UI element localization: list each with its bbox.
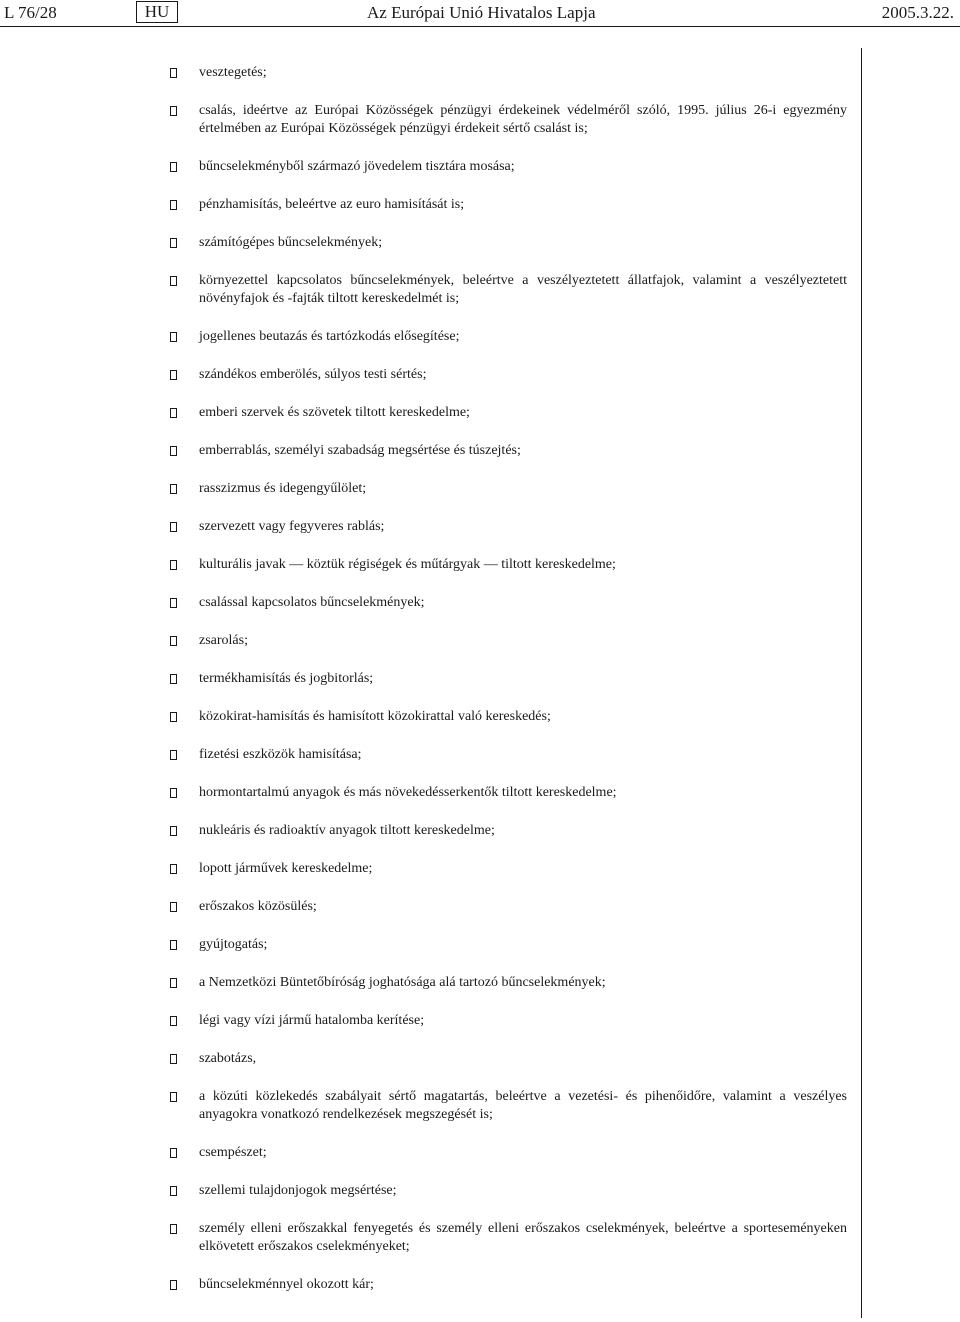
bullet-box-icon — [170, 1186, 177, 1196]
list-item-text: személy elleni erőszakkal fenyegetés és személy elleni erőszakos cselekmények, beleértve a sporteseményeken elkövetett erőszakos cselekményeket; — [199, 1221, 847, 1254]
list-item-text: lopott járművek kereskedelme; — [199, 861, 373, 876]
list-item — [0, 328, 847, 346]
list-item — [0, 102, 847, 138]
bullet-box-icon — [170, 370, 177, 380]
list-item — [0, 272, 847, 308]
list-item-text: bűncselekményből származó jövedelem tisztára mosása; — [199, 159, 515, 174]
list-item-text: szellemi tulajdonjogok megsértése; — [199, 1183, 397, 1198]
list-item-text: számítógépes bűncselekmények; — [199, 235, 383, 250]
list-item-text: emberi szervek és szövetek tiltott kereskedelme; — [199, 405, 470, 420]
list-item — [0, 1144, 847, 1162]
bullet-box-icon — [170, 1016, 177, 1026]
list-item — [0, 1276, 847, 1294]
list-item-text: vesztegetés; — [199, 65, 267, 80]
list-item — [0, 556, 847, 574]
journal-title: Az Európai Unió Hivatalos Lapja — [367, 3, 596, 22]
list-item — [0, 64, 847, 82]
list-item-text: szabotázs, — [199, 1051, 257, 1066]
bullet-box-icon — [170, 1054, 177, 1064]
bullet-box-icon — [170, 200, 177, 210]
list-item-text: nukleáris és radioaktív anyagok tiltott kereskedelme; — [199, 823, 495, 838]
list-item — [0, 898, 847, 916]
publication-date: 2005.3.22. — [881, 3, 954, 22]
bullet-box-icon — [170, 864, 177, 874]
list-item-text: csalás, ideértve az Európai Közösségek pénzügyi érdekeinek védelméről szóló, 1995. július 26-i egyezmény értelmében az Európai Közösségek pénzügyi érdekeit sértő csalást is; — [199, 103, 847, 136]
list-item — [0, 366, 847, 384]
list-item — [0, 822, 847, 840]
bullet-box-icon — [170, 332, 177, 342]
list-item-text: hormontartalmú anyagok és más növekedésserkentők tiltott kereskedelme; — [199, 785, 617, 800]
list-item-text: jogellenes beutazás és tartózkodás elősegítése; — [199, 329, 460, 344]
bullet-box-icon — [170, 522, 177, 532]
bullet-box-icon — [170, 484, 177, 494]
list-item — [0, 974, 847, 992]
list-item-text: erőszakos közösülés; — [199, 899, 317, 914]
bullet-box-icon — [170, 826, 177, 836]
list-item-text: rasszizmus és idegengyűlölet; — [199, 481, 367, 496]
bullet-box-icon — [170, 978, 177, 988]
list-item — [0, 860, 847, 878]
list-item-text: gyújtogatás; — [199, 937, 268, 952]
list-item — [0, 746, 847, 764]
list-item-text: csempészet; — [199, 1145, 267, 1160]
list-item-text: emberrablás, személyi szabadság megsértése és túszejtés; — [199, 443, 521, 458]
page-header — [0, 0, 960, 26]
bullet-box-icon — [170, 712, 177, 722]
bullet-box-icon — [170, 940, 177, 950]
bullet-box-icon — [170, 598, 177, 608]
bullet-box-icon — [170, 1092, 177, 1102]
list-item-text: kulturális javak — köztük régiségek és műtárgyak — tiltott kereskedelme; — [199, 557, 616, 572]
bullet-box-icon — [170, 106, 177, 116]
list-item — [0, 158, 847, 176]
list-item-text: szándékos emberölés, súlyos testi sértés; — [199, 367, 427, 382]
list-item — [0, 442, 847, 460]
bullet-box-icon — [170, 68, 177, 78]
list-item-text: termékhamisítás és jogbitorlás; — [199, 671, 374, 686]
list-item — [0, 1220, 847, 1256]
list-item-text: zsarolás; — [199, 633, 248, 648]
list-item-text: környezettel kapcsolatos bűncselekmények, beleértve a veszélyeztetett állatfajok, valamint a veszélyeztetett növényfajok és -fajták tiltott kereskedelmét is; — [199, 273, 847, 306]
page-reference: L 76/28 — [4, 3, 57, 22]
list-item — [0, 632, 847, 650]
list-item-text: szervezett vagy fegyveres rablás; — [199, 519, 385, 534]
bullet-box-icon — [170, 238, 177, 248]
list-item — [0, 708, 847, 726]
language-code-box: HU — [136, 1, 178, 23]
list-item — [0, 404, 847, 422]
list-item-text: bűncselekménnyel okozott kár; — [199, 1277, 374, 1292]
list-item — [0, 784, 847, 802]
list-item-text: légi vagy vízi jármű hatalomba kerítése; — [199, 1013, 425, 1028]
bullet-box-icon — [170, 446, 177, 456]
list-item — [0, 936, 847, 954]
bullet-box-icon — [170, 408, 177, 418]
list-item — [0, 1050, 847, 1068]
bullet-box-icon — [170, 902, 177, 912]
list-item-text: a Nemzetközi Büntetőbíróság joghatósága alá tartozó bűncselekmények; — [199, 975, 606, 990]
bullet-box-icon — [170, 1280, 177, 1290]
bullet-box-icon — [170, 1148, 177, 1158]
header-divider — [0, 26, 960, 27]
list-item-text: pénzhamisítás, beleértve az euro hamisítását is; — [199, 197, 465, 212]
list-item — [0, 1088, 847, 1124]
bullet-box-icon — [170, 560, 177, 570]
list-item — [0, 670, 847, 688]
bullet-box-icon — [170, 674, 177, 684]
list-item — [0, 480, 847, 498]
bullet-box-icon — [170, 1224, 177, 1234]
list-item — [0, 594, 847, 612]
list-item — [0, 1012, 847, 1030]
list-item — [0, 518, 847, 536]
list-item — [0, 1182, 847, 1200]
bullet-box-icon — [170, 788, 177, 798]
bullet-box-icon — [170, 276, 177, 286]
list-item — [0, 196, 847, 214]
bullet-box-icon — [170, 162, 177, 172]
list-item-text: fizetési eszközök hamisítása; — [199, 747, 362, 762]
offence-list — [0, 64, 960, 1314]
bullet-box-icon — [170, 750, 177, 760]
list-item-text: a közúti közlekedés szabályait sértő magatartás, beleértve a vezetési- és pihenőidőre, valamint a veszélyes anyagokra vonatkozó rendelkezések megszegését is; — [199, 1089, 847, 1122]
list-item-text: csalással kapcsolatos bűncselekmények; — [199, 595, 425, 610]
list-item — [0, 234, 847, 252]
bullet-box-icon — [170, 636, 177, 646]
list-item-text: közokirat-hamisítás és hamisított közokirattal való kereskedés; — [199, 709, 551, 724]
